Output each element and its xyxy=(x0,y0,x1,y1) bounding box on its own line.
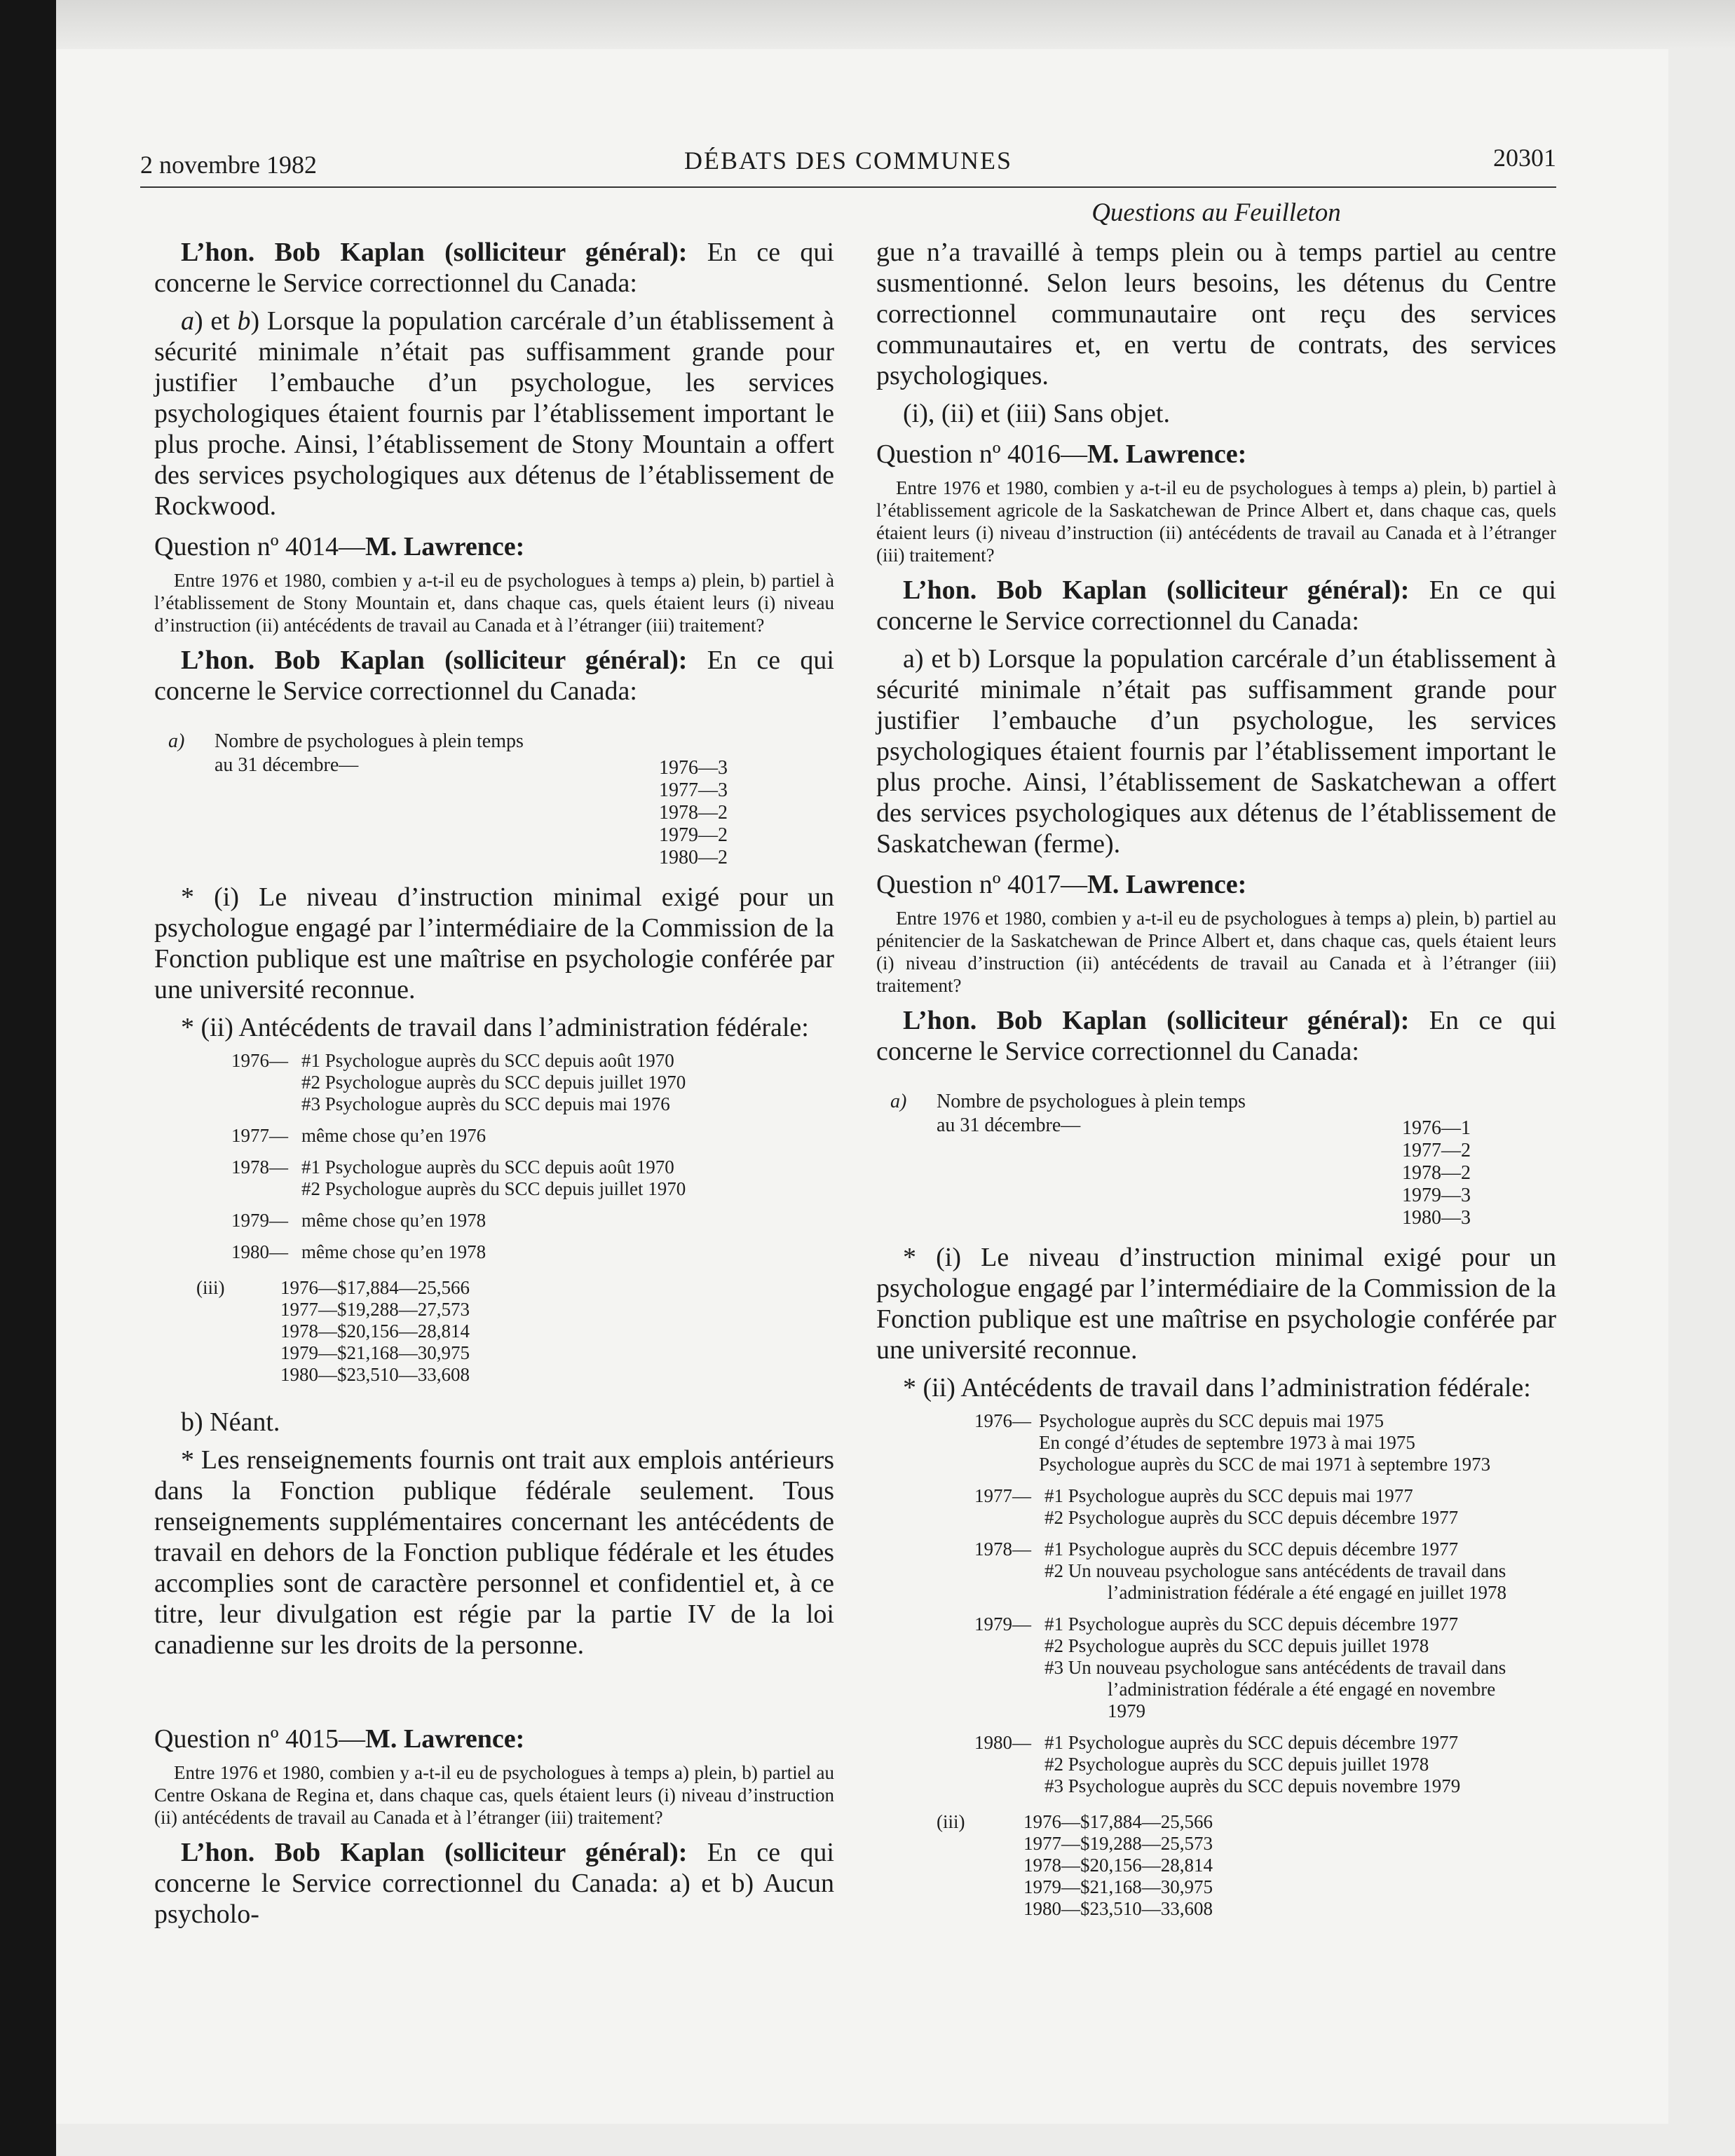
history-entry xyxy=(231,1157,834,1200)
salary-value: 1976—$17,884—25,566 xyxy=(280,1277,470,1298)
count-table-intro xyxy=(876,1091,1556,1140)
question-text: Entre 1976 et 1980, combien y a-t-il eu de psychologues à temps a) plein, b) partiel au pénitencier de la Saskatchewan de Prince Albert et, dans chaque cas, quels étaient leurs (i) niveau d’instruction (ii) antécédents de travail au Canada et à l’étranger (iii) traitement? xyxy=(876,908,1556,996)
work-history-list xyxy=(974,1410,1556,1797)
question-label: Question nº 4017— xyxy=(876,870,1087,899)
history-line: #2 Psychologue auprès du SCC depuis juillet 1978 xyxy=(1045,1754,1429,1775)
yearly-count: 1976—3 xyxy=(659,757,728,779)
page-number: 20301 xyxy=(1493,144,1556,172)
history-entry xyxy=(231,1241,834,1263)
question-author: M. Lawrence: xyxy=(1087,870,1247,899)
history-entry xyxy=(974,1613,1556,1722)
salary-value: 1979—$21,168—30,975 xyxy=(280,1342,470,1363)
answer-paragraph xyxy=(154,237,834,299)
question-text: Entre 1976 et 1980, combien y a-t-il eu de psychologues à temps a) plein, b) partiel à l’établissement agricole de la Saskatchewan de Prince Albert et, dans chaque cas, quels étaient leurs (i) niveau d’instruction (ii) antécédents de travail au Canada et à l’étranger (iii) traitement? xyxy=(876,477,1556,566)
salary-value: 1979—$21,168—30,975 xyxy=(1023,1876,1213,1897)
salary-value: 1980—$23,510—33,608 xyxy=(280,1364,470,1385)
history-entry xyxy=(974,1410,1556,1475)
speaker-name: L’hon. Bob Kaplan (solliciteur général): xyxy=(903,1006,1410,1035)
history-year: 1978— xyxy=(974,1538,1031,1560)
right-column xyxy=(876,237,1556,1941)
history-line: #3 Un nouveau psychologue sans antécédents de travail dans xyxy=(1045,1657,1506,1678)
yearly-count: 1978—2 xyxy=(1402,1162,1471,1184)
history-entry xyxy=(231,1050,834,1115)
header-date: 2 novembre 1982 xyxy=(140,151,317,179)
history-line: #1 Psychologue auprès du SCC depuis décembre 1977 xyxy=(1045,1538,1459,1560)
history-entry xyxy=(231,1210,834,1231)
item-b-letter: b xyxy=(237,306,251,336)
work-history-heading: * (ii) Antécédents de travail dans l’administration fédérale: xyxy=(181,1013,809,1042)
item-label: a) xyxy=(168,730,185,752)
item-label: a) xyxy=(890,1091,907,1112)
answer-paragraph xyxy=(876,575,1556,636)
history-line: En congé d’études de septembre 1973 à mai 1975 xyxy=(1039,1432,1415,1453)
yearly-count: 1980—2 xyxy=(659,847,728,868)
history-line: #2 Psychologue auprès du SCC depuis juillet 1970 xyxy=(301,1072,686,1093)
salary-value: 1980—$23,510—33,608 xyxy=(1023,1898,1213,1919)
yearly-count: 1979—2 xyxy=(659,824,728,846)
history-line: #2 Psychologue auprès du SCC depuis décembre 1977 xyxy=(1045,1507,1459,1528)
question-text: Entre 1976 et 1980, combien y a-t-il eu de psychologues à temps a) plein, b) partiel au Centre Oskana de Regina et, dans chaque cas, quels étaient leurs (i) niveau d’instruction (ii) antécédents de travail au Canada et à l’étranger (iii) traitement? xyxy=(154,1762,834,1828)
speaker-name: L’hon. Bob Kaplan (solliciteur général): xyxy=(903,575,1410,605)
yearly-count: 1976—1 xyxy=(1402,1117,1471,1139)
scan-binding-edge xyxy=(0,0,56,2156)
history-line: Psychologue auprès du SCC de mai 1971 à septembre 1973 xyxy=(1039,1454,1491,1475)
count-heading-line1: Nombre de psychologues à plein temps xyxy=(937,1091,1246,1112)
item-a-letter: a xyxy=(181,306,194,336)
count-heading-line1: Nombre de psychologues à plein temps xyxy=(215,730,524,752)
question-heading xyxy=(876,869,1556,900)
question-author: M. Lawrence: xyxy=(1087,439,1247,469)
question-text: Entre 1976 et 1980, combien y a-t-il eu de psychologues à temps a) plein, b) partiel à l’établissement de Stony Mountain et, dans chaque cas, quels étaient leurs (i) niveau d’instruction (ii) antécédents de travail au Canada et à l’étranger (iii) traitement? xyxy=(154,570,834,636)
history-year: 1976— xyxy=(974,1410,1031,1431)
answer-paragraph xyxy=(876,1005,1556,1067)
yearly-count: 1980—3 xyxy=(1402,1207,1471,1229)
question-heading xyxy=(876,439,1556,470)
continued-paragraph: gue n’a travaillé à temps plein ou à temps partiel au centre susmentionné. Selon leurs besoins, les détenus du Centre correctionnel communautaire ont reçu des services communautaires et, en vertu de contrats, des services psychologiques. xyxy=(876,238,1556,390)
yearly-count: 1977—2 xyxy=(1402,1140,1471,1161)
count-heading-line2: au 31 décembre— xyxy=(215,754,359,776)
yearly-count: 1978—2 xyxy=(659,802,728,824)
history-year: 1980— xyxy=(231,1241,288,1262)
answer-body-paragraph: a) et b) Lorsque la population carcérale d’un établissement à sécurité minimale n’était pas suffisamment grande pour justifier l’embauche d’un psychologue, les services psychologiques étaient fournis par l’établissement important le plus proche. Ainsi, l’établissement de Saskatchewan a offert des services psychologiques aux détenus de l’établissement de Saskatchewan (ferme). xyxy=(876,644,1556,859)
history-line: #3 Psychologue auprès du SCC depuis novembre 1979 xyxy=(1045,1775,1461,1796)
scan-top-shadow xyxy=(0,0,1735,49)
left-column xyxy=(154,237,834,1937)
answer-text: En ce qui concerne le Service correctionnel du Canada: xyxy=(876,1006,1556,1066)
count-table-intro xyxy=(154,730,834,779)
history-line: #2 Psychologue auprès du SCC depuis juillet 1978 xyxy=(1045,1635,1429,1656)
history-line: même chose qu’en 1978 xyxy=(301,1241,487,1262)
part-b-answer: b) Néant. xyxy=(181,1407,280,1437)
work-history-list xyxy=(231,1050,834,1263)
salary-value: 1977—$19,288—27,573 xyxy=(280,1299,470,1320)
history-year: 1976— xyxy=(231,1050,288,1071)
salary-value: 1978—$20,156—28,814 xyxy=(1023,1855,1213,1876)
history-line: Psychologue auprès du SCC depuis mai 1975 xyxy=(1039,1410,1384,1431)
speaker-name: L’hon. Bob Kaplan (solliciteur général): xyxy=(181,646,688,675)
salary-values xyxy=(280,1277,834,1386)
question-heading xyxy=(154,1724,834,1754)
salary-list xyxy=(876,1811,1556,1920)
answer-paragraph xyxy=(154,1837,834,1930)
history-line: #1 Psychologue auprès du SCC depuis mai 1977 xyxy=(1045,1485,1413,1506)
not-applicable-line: (i), (ii) et (iii) Sans objet. xyxy=(903,399,1170,428)
history-line: #1 Psychologue auprès du SCC depuis décembre 1977 xyxy=(1045,1732,1459,1753)
count-heading-line2: au 31 décembre— xyxy=(937,1114,1081,1136)
question-label: Question nº 4015— xyxy=(154,1724,365,1754)
work-history-heading: * (ii) Antécédents de travail dans l’administration fédérale: xyxy=(903,1373,1531,1403)
history-line: 1979 xyxy=(1108,1700,1145,1721)
header-title: DÉBATS DES COMMUNES xyxy=(683,146,1013,175)
salary-value: 1978—$20,156—28,814 xyxy=(280,1321,470,1342)
answer-text: En ce qui concerne le Service correctionnel du Canada: xyxy=(154,646,834,706)
history-line: l’administration fédérale a été engagé en novembre xyxy=(1108,1679,1496,1700)
salary-list xyxy=(154,1277,834,1386)
history-line: l’administration fédérale a été engagé en juillet 1978 xyxy=(1108,1582,1507,1603)
yearly-count: 1977—3 xyxy=(659,779,728,801)
running-head: Questions au Feuilleton xyxy=(1091,198,1341,227)
education-paragraph: * (i) Le niveau d’instruction minimal exigé pour un psychologue engagé par l’intermédiaire de la Commission de la Fonction publique est une maîtrise en psychologie conférée par une université reconnue. xyxy=(876,1243,1556,1365)
question-author: M. Lawrence: xyxy=(365,532,525,561)
history-line: #1 Psychologue auprès du SCC depuis août 1970 xyxy=(301,1157,674,1178)
speaker-name: L’hon. Bob Kaplan (solliciteur général): xyxy=(181,238,688,267)
history-year: 1977— xyxy=(974,1485,1031,1506)
question-label: Question nº 4016— xyxy=(876,439,1087,469)
history-year: 1978— xyxy=(231,1157,288,1178)
answer-body-text: Lorsque la population carcérale d’un établissement à sécurité minimale n’était pas suffisamment grande pour justifier l’embauche d’un psychologue, les services psychologiques étaient fournis par l’établissement important le plus proche. Ainsi, l’établissement de Stony Mountain a offert des services psychologiques aux détenus de l’établissement de Rockwood. xyxy=(154,306,835,521)
answer-body-paragraph: a) et b) Lorsque la population carcérale d’un établissement à sécurité minimale n’était pas suffisamment grande pour justifier l’embauche d’un psychologue, les services psychologiques étaient fournis par l’établissement important le plus proche. Ainsi, l’établissement de Stony Mountain a offert des services psychologiques aux détenus de l’établissement de Rockwood. xyxy=(154,306,835,521)
history-line: #1 Psychologue auprès du SCC depuis août 1970 xyxy=(301,1050,674,1071)
salary-label: (iii) xyxy=(937,1811,965,1832)
history-line: #2 Psychologue auprès du SCC depuis juillet 1970 xyxy=(301,1178,686,1199)
history-line: #2 Un nouveau psychologue sans antécédents de travail dans xyxy=(1045,1560,1506,1581)
history-entry xyxy=(231,1125,834,1147)
education-paragraph: * (i) Le niveau d’instruction minimal exigé pour un psychologue engagé par l’intermédiaire de la Commission de la Fonction publique est une maîtrise en psychologie conférée par une université reconnue. xyxy=(154,882,834,1004)
history-year: 1980— xyxy=(974,1732,1031,1753)
question-heading xyxy=(154,531,834,562)
history-line: #3 Psychologue auprès du SCC depuis mai 1976 xyxy=(301,1093,670,1114)
speaker-name: L’hon. Bob Kaplan (solliciteur général): xyxy=(181,1838,688,1867)
history-year: 1977— xyxy=(231,1125,288,1146)
question-author: M. Lawrence: xyxy=(365,1724,525,1754)
history-year: 1979— xyxy=(231,1210,288,1231)
salary-value: 1977—$19,288—25,573 xyxy=(1023,1833,1213,1854)
confidentiality-note: * Les renseignements fournis ont trait aux emplois antérieurs dans la Fonction publique fédérale seulement. Tous renseignements supplémentaires concernant les antécédents de travail en dehors de la Fonction publique fédérale et les études accomplies sont de caractère personnel et confidentiel et, à ce titre, leur divulgation est régie par la partie IV de la loi canadienne sur les droits de la personne. xyxy=(154,1445,834,1660)
page-header xyxy=(140,137,1556,188)
answer-text: En ce qui concerne le Service correctionnel du Canada: a) et b) Aucun psycholo- xyxy=(154,1838,834,1929)
salary-label: (iii) xyxy=(196,1277,225,1298)
history-line: même chose qu’en 1978 xyxy=(301,1210,487,1231)
answer-text: En ce qui concerne le Service correctionnel du Canada: xyxy=(154,238,834,298)
history-entry xyxy=(974,1485,1556,1529)
salary-values xyxy=(1023,1811,1556,1920)
history-line: même chose qu’en 1976 xyxy=(301,1125,487,1146)
answer-paragraph xyxy=(154,645,834,707)
history-entry xyxy=(974,1538,1556,1604)
history-year: 1979— xyxy=(974,1613,1031,1635)
yearly-count: 1979—3 xyxy=(1402,1185,1471,1206)
answer-text: En ce qui concerne le Service correctionnel du Canada: xyxy=(876,575,1556,636)
history-line: #1 Psychologue auprès du SCC depuis décembre 1977 xyxy=(1045,1613,1459,1635)
history-entry xyxy=(974,1732,1556,1797)
salary-value: 1976—$17,884—25,566 xyxy=(1023,1811,1213,1832)
question-label: Question nº 4014— xyxy=(154,532,365,561)
